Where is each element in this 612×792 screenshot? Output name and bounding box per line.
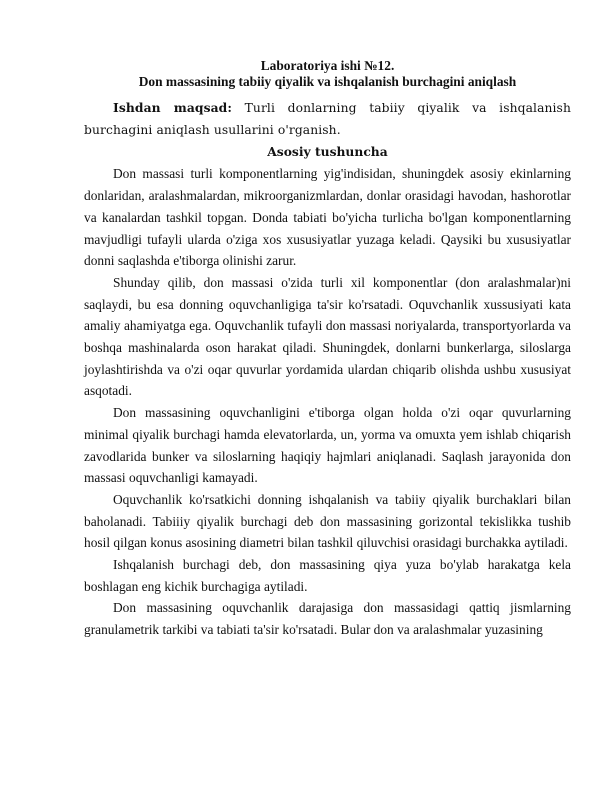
section-heading: Asosiy tushuncha	[267, 144, 388, 160]
paragraph: Don massasining oquvchanligini e'tiborga olgan holda o'zi oqar quvurlarning minimal qiyalik burchagi hamda elevatorlarda, un, yorma va omuxta yem ishlab chiqarish zavodlarida bunker va siloslarning haqiqiy hajmlari aniqlanadi. Saqlash jarayonida don massasi oquvchanligi kamayadi.	[84, 405, 571, 486]
paragraph: Don massasining oquvchanlik darajasiga don massasidagi qattiq jismlarning granulametrik tarkibi va tabiati ta'sir ko'rsatadi. Bular don va aralashmalar yuzasining	[84, 600, 571, 638]
paragraph: Ishqalanish burchagi deb, don massasining qiya yuza bo'ylab harakatga kela boshlagan eng kichik burchagiga aytiladi.	[84, 557, 571, 594]
paragraph: Oquvchanlik ko'rsatkichi donning ishqalanish va tabiiy qiyalik burchaklari bilan baholanadi. Tabiiiy qiyalik burchagi deb don massasining gorizontal tekislikka tushib hosil qilgan konus asosining diametri bilan tashkil qiluvchisi orasidagi burchakka aytiladi.	[84, 491, 571, 551]
paragraph: Shunday qilib, don massasi o'zida turli xil komponentlar (don aralashmalar)ni saqlaydi, bu esa donning oquvchanligiga ta'sir ko'rsatadi. Oquvchanlik xussusiyati kata amaliy ahamiyatga ega. Oquvchanlik tufayli don massasi noriyalarda, transportyorlarda va boshqa mashinalarda oson harakat qiladi. Shuningdek, donlarni bunkerlarga, siloslarga joylashtirishda va o'zi oqar quvurlar yordamida ulardan chiqarib olishda ushbu xususiyat asqotadi.	[84, 274, 571, 399]
lab-subtitle: Don massasining tabiiy qiyalik va ishqalanish burchagini aniqlash	[138, 74, 517, 89]
paragraph: Don massasi turli komponentlarning yig'indisidan, shuningdek asosiy ekinlarning donlaridan, aralashmalardan, mikroorganizmlardan, donlar orasidagi havodan, hashorotlar va kanalardan tashkil topgan. Donda tabiati bo'yicha turlicha bo'lgan komponentlarning mavjudligi tufayli ularda o'ziga xos xususiyatlar yuzaga keladi. Qaysiki bu xususiyatlar donni saqlashda e'tiborga olinishi zarur.	[84, 166, 571, 269]
goal-text: Turli donlarning tabiiy qiyalik va ishqalanish burchagini aniqlash usullarini o'rganish.	[84, 101, 571, 137]
document-body	[84, 58, 571, 641]
goal-label: Ishdan maqsad:	[113, 100, 233, 115]
goal-paragraph	[84, 97, 571, 141]
lab-title: Laboratoriya ishi №12.	[260, 58, 395, 73]
